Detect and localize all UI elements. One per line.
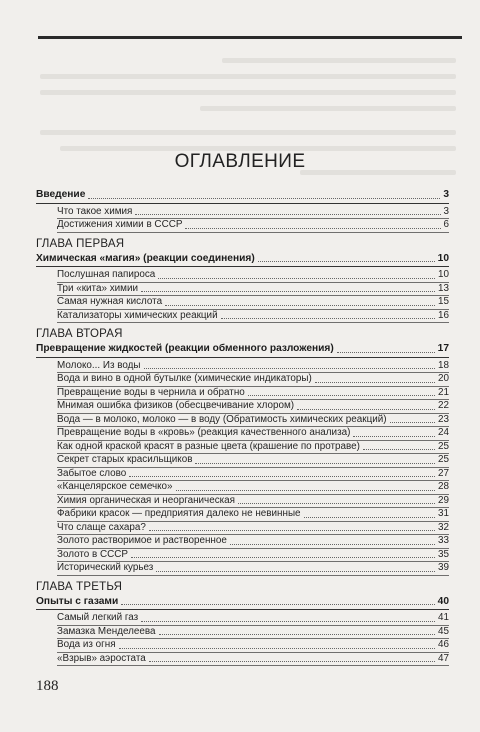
underline-rule: [36, 609, 449, 610]
toc-entry-page: 47: [438, 652, 449, 664]
toc-entry-page: 39: [438, 562, 449, 573]
toc-entry[interactable]: [36, 652, 449, 666]
toc-entry-page: 35: [438, 548, 449, 560]
toc-entry-label: Забытое слово: [57, 467, 127, 479]
toc-entry-page: 41: [438, 612, 449, 623]
toc-entry-page: 20: [438, 373, 449, 384]
toc-section[interactable]: [36, 188, 449, 202]
dot-leader: [141, 621, 435, 622]
underline-rule: [57, 322, 449, 323]
toc-entry-label: «Канцелярское семечко»: [57, 481, 173, 492]
toc-entry[interactable]: [36, 453, 449, 467]
chapter-heading: ГЛАВА ПЕРВАЯ: [36, 237, 125, 250]
underline-rule: [57, 665, 449, 666]
toc-entry[interactable]: [36, 359, 449, 373]
underline-rule: [36, 203, 449, 204]
toc-section-label: Опыты с газами: [36, 595, 119, 607]
toc-section-page: 17: [437, 343, 449, 354]
toc-entry-label: Послушная папироса: [57, 269, 156, 280]
dot-leader: [315, 382, 435, 383]
toc-entry-label: Золото в СССР: [57, 548, 129, 560]
toc-entry-label: Молоко... Из воды: [57, 359, 141, 371]
toc-entry[interactable]: [36, 561, 449, 575]
dot-leader: [304, 517, 435, 518]
dot-leader: [176, 490, 435, 491]
toc-entry-label: Вода и вино в одной бутылке (химические индикаторы): [57, 373, 312, 384]
chapter-heading: ГЛАВА ТРЕТЬЯ: [36, 580, 123, 593]
toc-entry-label: Самая нужная кислота: [57, 296, 163, 307]
dot-leader: [88, 198, 440, 199]
table-of-contents: [36, 186, 449, 669]
toc-entry-label: Достижения химии в СССР: [57, 219, 183, 230]
toc-section-label: Химическая «магия» (реакции соединения): [36, 252, 255, 264]
toc-entry[interactable]: [36, 480, 449, 494]
toc-entry-label: Превращение воды в чернила и обратно: [57, 386, 245, 398]
toc-entry-label: «Взрыв» аэростата: [57, 652, 146, 664]
toc-section-page: 10: [437, 252, 449, 264]
toc-entry-page: 23: [438, 413, 449, 425]
dot-leader: [185, 228, 440, 229]
toc-entry[interactable]: [36, 638, 449, 652]
toc-entry-label: Самый легкий газ: [57, 612, 139, 623]
toc-entry-page: 33: [438, 535, 449, 546]
dot-leader: [149, 661, 435, 662]
toc-section[interactable]: [36, 252, 449, 266]
dot-leader: [165, 305, 435, 306]
dot-leader: [121, 604, 434, 605]
toc-entry-page: 45: [438, 625, 449, 637]
toc-entry-page: 13: [438, 282, 449, 294]
dot-leader: [149, 530, 435, 531]
toc-entry-page: 46: [438, 639, 449, 650]
toc-section-label: Превращение жидкостей (реакции обменного разложения): [36, 343, 334, 354]
toc-entry[interactable]: [36, 268, 449, 282]
toc-entry[interactable]: [36, 440, 449, 454]
toc-entry-page: 6: [443, 219, 449, 230]
toc-entry-label: Превращение воды в «кровь» (реакция качественного анализа): [57, 427, 351, 438]
dot-leader: [195, 463, 435, 464]
chapter: [36, 328, 449, 575]
dot-leader: [390, 422, 435, 423]
dot-leader: [258, 261, 435, 262]
dot-leader: [159, 634, 436, 635]
toc-entry-page: 29: [438, 494, 449, 506]
toc-entry[interactable]: [36, 426, 449, 440]
toc-entry[interactable]: [36, 309, 449, 323]
toc-entry-label: Три «кита» химии: [57, 282, 138, 294]
toc-entry-label: Исторический курьез: [57, 562, 154, 573]
toc-entry-label: Фабрики красок — предприятия далеко не невинные: [57, 508, 301, 519]
dot-leader: [131, 557, 435, 558]
dot-leader: [353, 436, 435, 437]
toc-entry[interactable]: [36, 218, 449, 232]
dot-leader: [144, 368, 436, 369]
toc-entry-label: Секрет старых красильщиков: [57, 454, 193, 465]
toc-entry[interactable]: [36, 399, 449, 413]
toc-section[interactable]: [36, 595, 449, 609]
toc-entry-label: Золото растворимое и растворенное: [57, 535, 227, 546]
dot-leader: [248, 395, 435, 396]
toc-entry-label: Вода — в молоко, молоко — в воду (Обратимость химических реакций): [57, 413, 387, 425]
chapter: [36, 238, 449, 323]
page-number: 188: [36, 678, 59, 694]
toc-entry[interactable]: [36, 467, 449, 481]
toc-entry-label: Замазка Менделеева: [57, 625, 156, 637]
toc-entry-page: 3: [443, 205, 449, 217]
dot-leader: [129, 476, 435, 477]
toc-section-page: 40: [437, 595, 449, 607]
toc-entry[interactable]: [36, 494, 449, 508]
dot-leader: [135, 214, 440, 215]
toc-entry-page: 27: [438, 467, 449, 479]
toc-entry-page: 25: [438, 440, 449, 452]
page-title: ОГЛАВЛЕНИЕ: [174, 151, 306, 172]
dot-leader: [158, 278, 435, 279]
underline-rule: [36, 266, 449, 267]
chapter: [36, 581, 449, 666]
toc-entry[interactable]: [36, 521, 449, 535]
dot-leader: [363, 449, 435, 450]
toc-entry-label: Что такое химия: [57, 205, 133, 217]
toc-entry-page: 28: [438, 481, 449, 492]
underline-rule: [57, 575, 449, 576]
toc-entry-page: 18: [438, 359, 449, 371]
toc-entry-page: 25: [438, 454, 449, 465]
dot-leader: [156, 571, 435, 572]
dot-leader: [221, 318, 435, 319]
toc-entry[interactable]: [36, 295, 449, 309]
toc-entry[interactable]: [36, 205, 449, 219]
toc-entry-label: Что слаще сахара?: [57, 521, 146, 533]
toc-entry[interactable]: [36, 282, 449, 296]
toc-entry[interactable]: [36, 611, 449, 625]
toc-entry[interactable]: [36, 625, 449, 639]
toc-entry[interactable]: [36, 534, 449, 548]
dot-leader: [141, 291, 435, 292]
toc-entry-label: Вода из огня: [57, 639, 116, 650]
toc-entry-page: 10: [438, 269, 449, 280]
toc-entry[interactable]: [36, 386, 449, 400]
dot-leader: [238, 503, 435, 504]
toc-entry-page: 22: [438, 400, 449, 411]
toc-entry[interactable]: [36, 507, 449, 521]
toc-entry-page: 15: [438, 296, 449, 307]
toc-entry-page: 16: [438, 309, 449, 321]
chapter: [36, 188, 449, 232]
toc-entry[interactable]: [36, 413, 449, 427]
toc-entry-label: Мнимая ошибка физиков (обесцвечивание хлором): [57, 400, 295, 411]
dot-leader: [337, 352, 435, 353]
toc-section-page: 3: [443, 189, 449, 200]
toc-entry-label: Химия органическая и неорганическая: [57, 494, 236, 506]
toc-entry-page: 21: [438, 386, 449, 398]
toc-entry[interactable]: [36, 548, 449, 562]
toc-entry-page: 24: [438, 427, 449, 438]
toc-section-label: Введение: [36, 189, 86, 200]
underline-rule: [57, 232, 449, 233]
toc-entry-label: Катализаторы химических реакций: [57, 309, 218, 321]
toc-entry[interactable]: [36, 372, 449, 386]
dot-leader: [119, 648, 435, 649]
underline-rule: [36, 357, 449, 358]
dot-leader: [297, 409, 435, 410]
chapter-heading: ГЛАВА ВТОРАЯ: [36, 328, 123, 340]
toc-entry-page: 32: [438, 521, 449, 533]
toc-entry-page: 31: [438, 508, 449, 519]
toc-entry-label: Как одной краской красят в разные цвета (крашение по протраве): [57, 440, 360, 452]
toc-section[interactable]: [36, 342, 449, 356]
top-rule: [38, 36, 462, 39]
dot-leader: [230, 544, 435, 545]
